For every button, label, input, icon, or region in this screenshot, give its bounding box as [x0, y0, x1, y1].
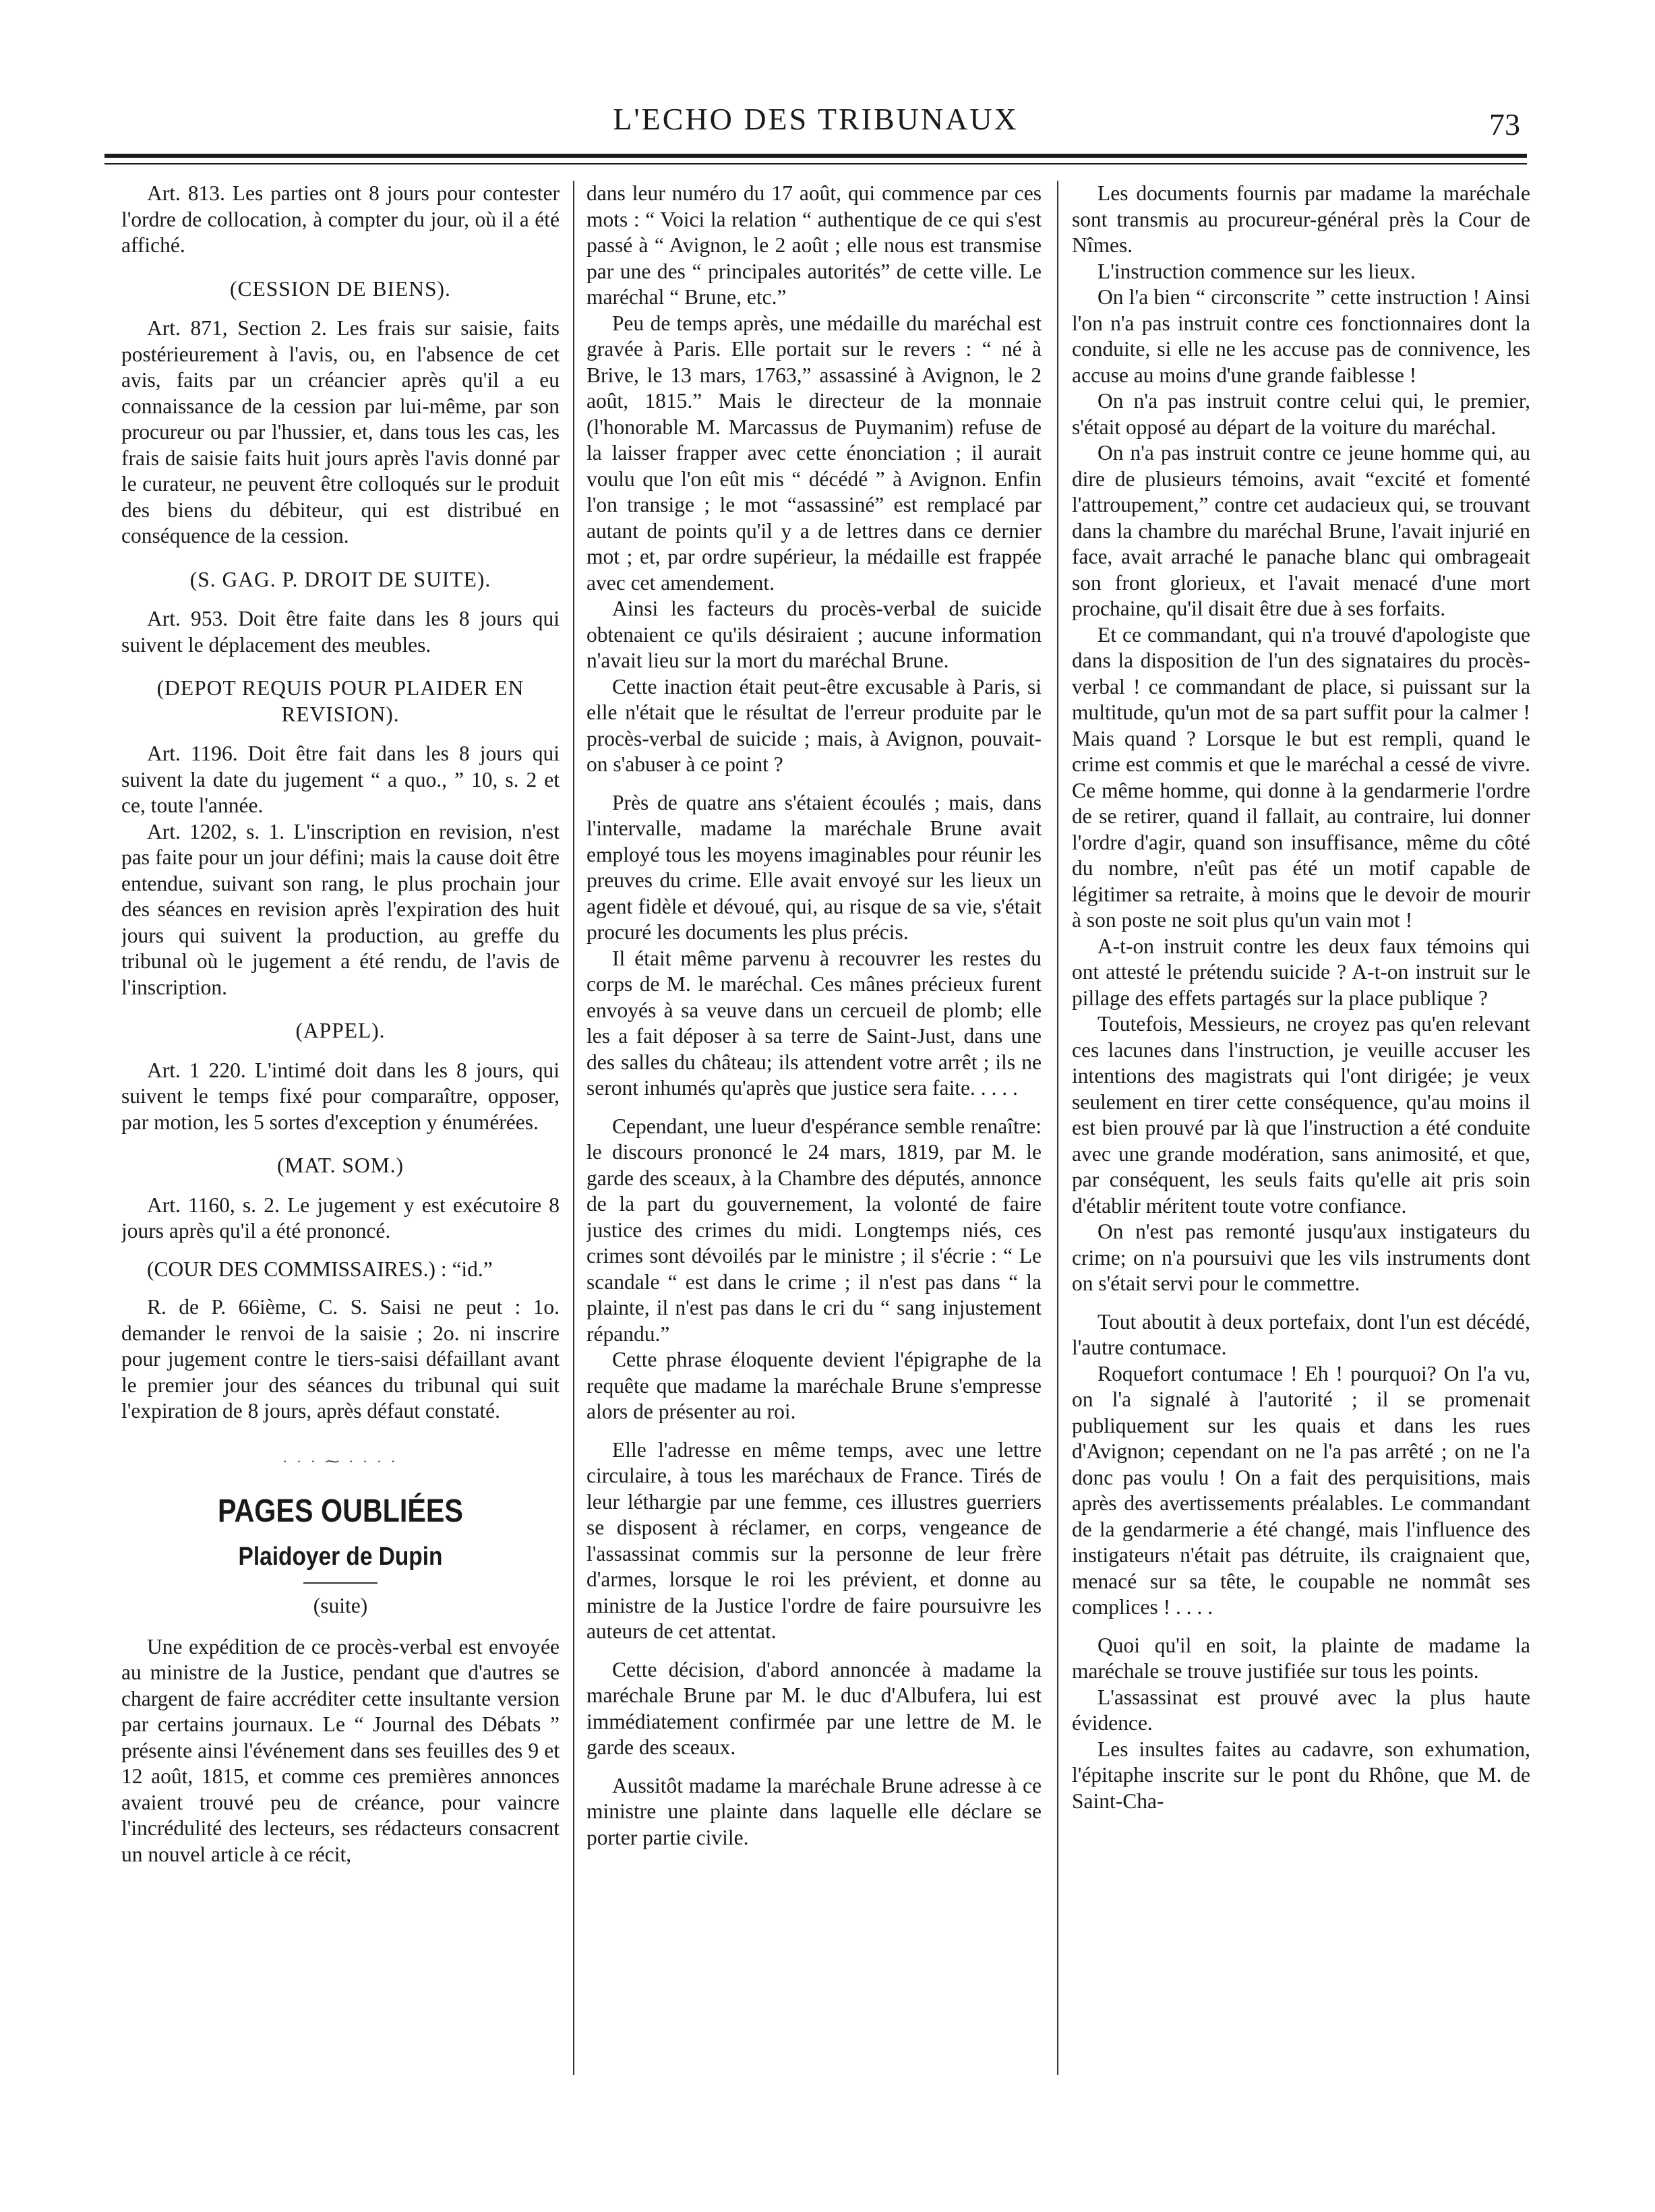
section-heading: (DEPOT REQUIS POUR PLAIDER EN REVISION). — [156, 676, 524, 726]
paragraph: On n'est pas remonté jusqu'aux instigateurs du crime; on n'a poursuivi que les vils instruments dont on s'était servi pour le commettre. — [1072, 1220, 1530, 1295]
paragraph: R. de P. 66ième, C. S. Saisi ne peut : 1o. demander le renvoi de la saisie ; 2o. ni inscrire pour jugement contre le tiers-saisi défaillant avant le premier jour des séances du tribunal qui suit l'expiration de 8 jours, après défaut constaté. — [121, 1295, 560, 1423]
paragraph: Quoi qu'il en soit, la plainte de madame la maréchale se trouve justifiée sur tous les points. — [1072, 1633, 1530, 1683]
paragraph: Roquefort contumace ! Eh ! pourquoi? On l'a vu, on l'a signalé à l'autorité ; il se promenait publiquement sur les quais et dans les rues d'Avignon; cependant on ne l'a pas arrêté ; on ne l'a donc pas voulu ! On a fait des perquisitions, mais après des avertissements préalables. Le commandant de la gendarmerie a été changé, mais l'influence des instigateurs n'était pas détruite, ils craignaient que, menacé sur sa tête, le coupable ne nommât ses complices ! . . . . — [1072, 1361, 1530, 1619]
page-number: 73 — [1489, 107, 1520, 142]
paragraph: Art. 1196. Doit être fait dans les 8 jours qui suivent la date du jugement “ a quo., ” 10, s. 2 et ce, toute l'année. — [121, 742, 560, 817]
paragraph: On n'a pas instruit contre celui qui, le premier, s'était opposé au départ de la voiture du maréchal. — [1072, 389, 1530, 439]
paragraph: Art. 1202, s. 1. L'inscription en revision, n'est pas faite pour un jour défini; mais la cause doit être entendue, suivant son rang, le plus prochain jour des séances en revision après l'expiration des huit jours qui suivent la production, au greffe du tribunal où le jugement a été rendu, de l'avis de l'inscription. — [121, 819, 560, 999]
section-heading: (APPEL). — [295, 1019, 386, 1042]
paragraph: Cependant, une lueur d'espérance semble renaître: le discours prononcé le 24 mars, 1819, par M. le garde des sceaux, à la Chambre des députés, annonce de la part du gouvernement, la volonté de faire justice des crimes du midi. Longtemps niés, ces crimes sont dévoilés par le ministre ; il s'écrie : “ Le scandale “ est dans le crime ; il n'est pas dans “ la plainte, il n'est pas dans le cri du “ sang injustement répandu.” — [586, 1114, 1042, 1346]
paragraph: Art. 871, Section 2. Les frais sur saisie, faits postérieurement à l'avis, ou, en l'absence de cet avis, faits par un créancier après qu'il a eu connaissance de la cession par lui-même, par son procureur ou par l'hussier, et, dans tous les cas, les frais de saisie faits huit jours après l'avis donné par le curateur, ne peuvent être colloqués sur le produit des biens du débiteur, qui est distribué en conséquence de la cession. — [121, 316, 560, 547]
paragraph: On l'a bien “ circonscrite ” cette instruction ! Ainsi l'on n'a pas instruit contre ces fonctionnaires dont la conduite, si elle ne les accuse pas de connivence, les accuse au moins d'une grande faiblesse ! — [1072, 285, 1530, 387]
paragraph: Aussitôt madame la maréchale Brune adresse à ce ministre une plainte dans laquelle elle déclare se porter partie civile. — [586, 1773, 1042, 1849]
column-2 — [586, 181, 1042, 2111]
section-heading: (S. GAG. P. DROIT DE SUITE). — [189, 567, 491, 591]
paragraph: Cette phrase éloquente devient l'épigraphe de la requête que madame la maréchale Brune s'empresse alors de présenter au roi. — [586, 1348, 1042, 1423]
header-rule-thick — [104, 154, 1527, 158]
paragraph: Les insultes faites au cadavre, son exhumation, l'épitaphe inscrite sur le pont du Rhône, que M. de Saint-Cha- — [1072, 1737, 1530, 1813]
paragraph: On n'a pas instruit contre ce jeune homme qui, au dire de plusieurs témoins, avait “excité et fomenté l'attroupement,” contre cet audacieux qui, se trouvant dans la chambre du maréchal Brune, l'avait injurié en face, avait arraché le panache blanc qui ombrageait son front glorieux, et l'avait menacé d'une mort prochaine, qu'il disait être due à ses forfaits. — [1072, 441, 1530, 620]
column-1 — [121, 181, 560, 2111]
paragraph: A-t-on instruit contre les deux faux témoins qui ont attesté le prétendu suicide ? A-t-on instruit sur le pillage des effets partagés sur la place publique ? — [1072, 934, 1530, 1010]
paragraph: Et ce commandant, qui n'a trouvé d'apologiste que dans la disposition de l'un des signataires du procès-verbal ! ce commandant de place, si puissant sur la multitude, qu'un mot de sa part suffit pour la calmer ! Mais quand ? Lorsque le but est rempli, quand le crime est commis et que le maréchal a cessé de vivre. Ce même homme, qui donne à la gendarmerie l'ordre de se retirer, quand il fallait, au contraire, lui donner l'ordre d'agir, quand son insuffisance, même du côté du nombre, n'eût pas été un motif capable de légitimer sa retraite, à moins que le devoir de mourir à son poste ne soit plus qu'un vain mot ! — [1072, 622, 1530, 932]
paragraph: Tout aboutit à deux portefaix, dont l'un est décédé, l'autre contumace. — [1072, 1309, 1530, 1359]
paragraph: Cette décision, d'abord annoncée à madame la maréchale Brune par M. le duc d'Albufera, lui est immédiatement confirmée par une lettre de M. le garde des sceaux. — [586, 1657, 1042, 1759]
section-heading: (MAT. SOM.) — [276, 1154, 404, 1177]
title-rule — [303, 1582, 378, 1584]
running-head: L'ECHO DES TRIBUNAUX — [613, 102, 1019, 136]
header-rule-thin — [104, 163, 1527, 165]
column-3 — [1072, 181, 1530, 2111]
paragraph: L'instruction commence sur les lieux. — [1097, 259, 1416, 283]
paragraph: Une expédition de ce procès-verbal est envoyée au ministre de la Justice, pendant que d'autres se chargent de faire accréditer cette insultante version par certains journaux. Le “ Journal des Débats ” présente ainsi l'événement dans ses feuilles des 9 et 12 août, 1815, et comme ces premières annonces avaient trouvé peu de créance, pour vaincre l'incrédulité des lecteurs, ses rédacteurs consacrent un nouvel article à ce récit, — [121, 1634, 560, 1866]
paragraph: Peu de temps après, une médaille du maréchal est gravée à Paris. Elle portait sur le revers : “ né à Brive, le 13 mars, 1763,” assassiné à Avignon, le 2 août, 1815.” Mais le directeur de la monnaie (l'honorable M. Marcassus de Puymanim) refuse de la laisser frapper avec cette énonciation ; il aurait voulu que l'on eût mis “ décédé ” à Avignon. Enfin l'on transige ; le mot “assassiné” est remplacé par autant de points qu'il y a de lettres dans ce dernier mot ; et, par ordre supérieur, la médaille est frappée avec cet amendement. — [586, 311, 1042, 595]
paragraph: Les documents fournis par madame la maréchale sont transmis au procureur-général près la Cour de Nîmes. — [1072, 181, 1530, 257]
paragraph: Cette inaction était peut-être excusable à Paris, si elle n'était que le résultat de l'erreur produite par le procès-verbal de suicide ; mais, à Avignon, pouvait-on s'abuser à ce point ? — [586, 674, 1042, 776]
section-heading: (CESSION DE BIENS). — [230, 276, 451, 301]
paragraph: Il était même parvenu à recouvrer les restes du corps de M. le maréchal. Ces mânes précieux furent envoyés à sa veuve dans un cercueil de plomb; elle les a fait déposer à sa terre de Saint-Just, dans une des salles du château; ils attendent votre arrêt ; ils ne seront inhumés qu'après que justice sera faite. . . . . — [586, 946, 1042, 1100]
paragraph: Près de quatre ans s'étaient écoulés ; mais, dans l'intervalle, madame la maréchale Brune avait employé tous les moyens imaginables pour réunir les preuves du crime. Elle avait envoyé sur les lieux un agent fidèle et dévoué, qui, au risque de sa vie, s'était procuré les documents les plus précis. — [586, 790, 1042, 944]
paragraph: L'assassinat est prouvé avec la plus haute évidence. — [1072, 1685, 1530, 1735]
paragraph: (COUR DES COMMISSAIRES.) : “id.” — [147, 1257, 493, 1281]
paragraph: Elle l'adresse en même temps, avec une lettre circulaire, à tous les maréchaux de France. Tirés de leur léthargie par une femme, ces illustres guerriers se disposent à réclamer, en corps, vengeance de l'assassinat commis sur la personne de leur frère d'armes, lorsque le roi les prévient, et donne au ministre de la Justice l'ordre de faire poursuivre les auteurs de cet attentat. — [586, 1437, 1042, 1643]
paragraph: Ainsi les facteurs du procès-verbal de suicide obtenaient ce qu'ils désiraient ; aucune information n'avait lieu sur la mort du maréchal Brune. — [586, 597, 1042, 672]
article-subtitle: Plaidoyer de Dupin — [238, 1543, 443, 1571]
continuation-note: (suite) — [313, 1594, 368, 1617]
column-separator-1 — [573, 181, 574, 2075]
paragraph: Toutefois, Messieurs, ne croyez pas qu'en relevant ces lacunes dans l'instruction, je veuille accuser les intentions des magistrats qui l'ont dirigée; je veux seulement en tirer cette conséquence, qu'au moins il est bien prouvé par là que l'instruction a été conduite avec une grande modération, sans animosité, et que, par conséquent, les seuls faits qu'elle ait pris soin d'établir méritent toute votre confiance. — [1072, 1012, 1530, 1218]
paragraph: Art. 953. Doit être faite dans les 8 jours qui suivent le déplacement des meubles. — [121, 607, 560, 657]
paragraph: Art. 1 220. L'intimé doit dans les 8 jours, qui suivent le temps fixé pour comparaître, opposer, par motion, les 5 sortes d'exception y énumérées. — [121, 1058, 560, 1134]
paragraph: dans leur numéro du 17 août, qui commence par ces mots : “ Voici la relation “ authentique de ce qui s'est passé à “ Avignon, le 2 août ; elle nous est transmise par une des “ principales autorités” de cette ville. Le maréchal “ Brune, etc.” — [586, 181, 1042, 309]
column-separator-2 — [1057, 181, 1058, 2075]
paragraph: Art. 813. Les parties ont 8 jours pour contester l'ordre de collocation, à compter du jour, où il a été affiché. — [121, 181, 560, 257]
page-header — [111, 94, 1520, 142]
article-title: PAGES OUBLIÉES — [218, 1493, 463, 1529]
ornament-divider: · · · ⁓ · · · · — [282, 1452, 398, 1470]
paragraph: Art. 1160, s. 2. Le jugement y est exécutoire 8 jours après qu'il a été prononcé. — [121, 1193, 560, 1243]
